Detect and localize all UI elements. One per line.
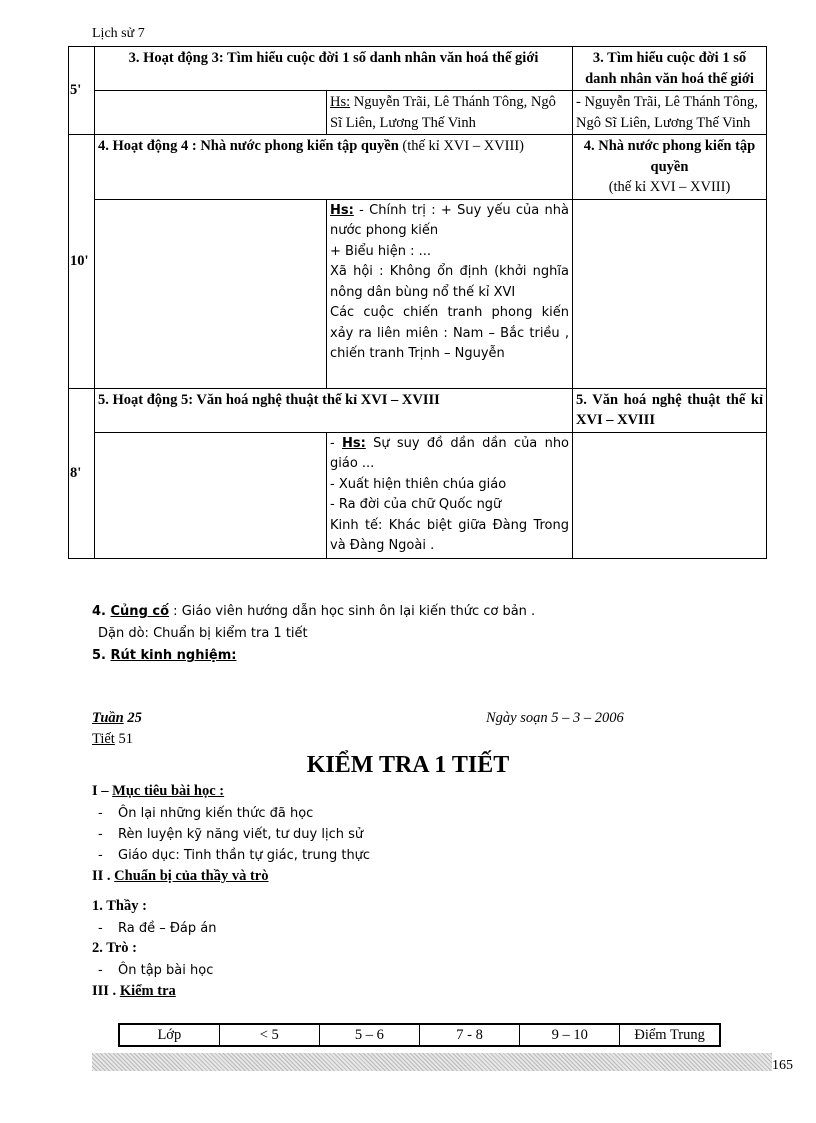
time-cell: 5' — [69, 47, 95, 135]
dando-line: Dặn dò: Chuẩn bị kiểm tra 1 tiết — [98, 626, 308, 641]
activity-title-bold: 4. Hoạt động 4 : Nhà nước phong kiến tập quyền — [98, 138, 399, 154]
hs-line: Xã hội : Không ổn định (khởi nghĩa nông dân bùng nổ thế kỉ XVI — [330, 264, 569, 300]
activity-title — [95, 135, 573, 200]
table-row — [69, 388, 767, 432]
week-number: 25 — [123, 710, 142, 726]
summary-cell — [573, 199, 767, 388]
hs-line: Kinh tế: Khác biệt giữa Đàng Trong và Đàng Ngoài . — [330, 517, 569, 553]
score-header: 9 – 10 — [520, 1024, 620, 1046]
section-heading — [92, 868, 268, 885]
header-subject: Lịch sử 7 — [92, 26, 145, 41]
student-cell — [327, 199, 573, 388]
rutkinh-line — [92, 648, 237, 663]
hs-line: - Xuất hiện thiên chúa giáo — [330, 476, 507, 492]
page-number: 165 — [772, 1058, 793, 1073]
hs-label: Hs: — [342, 435, 366, 451]
date-line: Ngày soạn 5 – 3 – 2006 — [486, 710, 624, 726]
hs-text: Nguyễn Trãi, Lê Thánh Tông, Ngô Sĩ Liên, Lương Thế Vinh — [330, 94, 556, 131]
period-line — [92, 731, 133, 748]
cungco-line — [92, 604, 535, 619]
cungco-number: 4. — [92, 604, 111, 619]
teacher-cell — [95, 199, 327, 388]
summary-title-bold: 4. Nhà nước phong kiến tập quyền — [583, 138, 756, 175]
score-header: Lớp — [119, 1024, 219, 1046]
section-prefix: II . — [92, 868, 115, 884]
rutkinh-label: Rút kinh nghiệm: — [110, 648, 237, 663]
week-line — [92, 710, 142, 727]
score-header: < 5 — [219, 1024, 319, 1046]
cungco-label: Củng cố — [110, 604, 170, 619]
time-cell: 8' — [69, 388, 95, 558]
objectives-list — [92, 803, 370, 866]
list-item: - Ôn lại những kiến thức đã học — [92, 803, 370, 824]
summary-cell — [573, 432, 767, 558]
hs-prefix: - — [330, 435, 342, 451]
score-header: Điểm Trung — [620, 1024, 720, 1046]
teacher-cell — [95, 91, 327, 135]
section-prefix: III . — [92, 983, 120, 999]
summary-title — [573, 135, 767, 200]
summary-title: 3. Tìm hiểu cuộc đời 1 số danh nhân văn hoá thế giới — [573, 47, 767, 91]
teacher-cell — [95, 432, 327, 558]
hs-text: - Chính trị : + Suy yếu của nhà nước phong kiến — [330, 202, 569, 238]
activity-title: 5. Hoạt động 5: Văn hoá nghệ thuật thế kỉ XVI – XVIII — [95, 388, 573, 432]
table-row — [69, 47, 767, 91]
table-row — [119, 1024, 720, 1046]
hs-label: Hs: — [330, 202, 354, 218]
hs-line: + Biểu hiện : ... — [330, 243, 432, 259]
score-header: 5 – 6 — [319, 1024, 419, 1046]
table-row — [69, 199, 767, 388]
teacher-list — [92, 918, 217, 939]
section-heading — [92, 983, 176, 1000]
footer-bar — [92, 1053, 772, 1071]
score-header: 7 - 8 — [419, 1024, 519, 1046]
lesson-table — [68, 46, 767, 559]
section-title: Mục tiêu bài học : — [112, 783, 225, 799]
summary-cell: - Nguyễn Trãi, Lê Thánh Tông, Ngô Sĩ Liên, Lương Thế Vinh — [573, 91, 767, 135]
list-item: - Ôn tập bài học — [92, 960, 213, 981]
table-row — [69, 135, 767, 200]
section-title: Chuẩn bị của thầy và trò — [114, 868, 269, 884]
summary-title-normal: (thế kỉ XVI – XVIII) — [608, 179, 731, 195]
table-row — [69, 91, 767, 135]
time-cell: 10' — [69, 135, 95, 389]
page-title: KIỂM TRA 1 TIẾT — [306, 752, 510, 778]
rutkinh-number: 5. — [92, 648, 111, 663]
score-table — [118, 1023, 721, 1047]
section-prefix: I – — [92, 783, 113, 799]
section-title: Kiểm tra — [119, 983, 176, 999]
hs-line: Các cuộc chiến tranh phong kiến xảy ra liên miên : Nam – Bắc triều , chiến tranh Trịnh – Nguyễn — [330, 305, 569, 361]
activity-title-normal: (thế kỉ XVI – XVIII) — [398, 138, 524, 154]
section-heading — [92, 783, 224, 800]
student-list — [92, 960, 213, 981]
week-label: Tuần — [92, 710, 124, 726]
activity-title: 3. Hoạt động 3: Tìm hiểu cuộc đời 1 số danh nhân văn hoá thế giới — [95, 47, 573, 91]
table-row — [69, 432, 767, 558]
period-label: Tiết — [92, 731, 115, 747]
list-item: - Rèn luyện kỹ năng viết, tư duy lịch sử — [92, 824, 370, 845]
hs-text: Sự suy đồ dần dần của nho giáo ... — [330, 435, 570, 471]
student-label: 2. Trò : — [92, 940, 137, 956]
list-item: - Ra đề – Đáp án — [92, 918, 217, 939]
list-item: - Giáo dục: Tinh thần tự giác, trung thực — [92, 845, 370, 866]
summary-title: 5. Văn hoá nghệ thuật thế kỉ XVI – XVIII — [573, 388, 767, 432]
hs-line: - Ra đời của chữ Quốc ngữ — [330, 497, 502, 512]
student-cell — [327, 91, 573, 135]
student-cell — [327, 432, 573, 558]
hs-line — [330, 434, 569, 475]
hs-line — [330, 201, 569, 242]
teacher-label: 1. Thầy : — [92, 898, 147, 914]
cungco-text: : Giáo viên hướng dẫn học sinh ôn lại kiến thức cơ bản . — [169, 604, 536, 619]
period-number: 51 — [114, 731, 133, 747]
hs-label: Hs: — [330, 94, 351, 110]
